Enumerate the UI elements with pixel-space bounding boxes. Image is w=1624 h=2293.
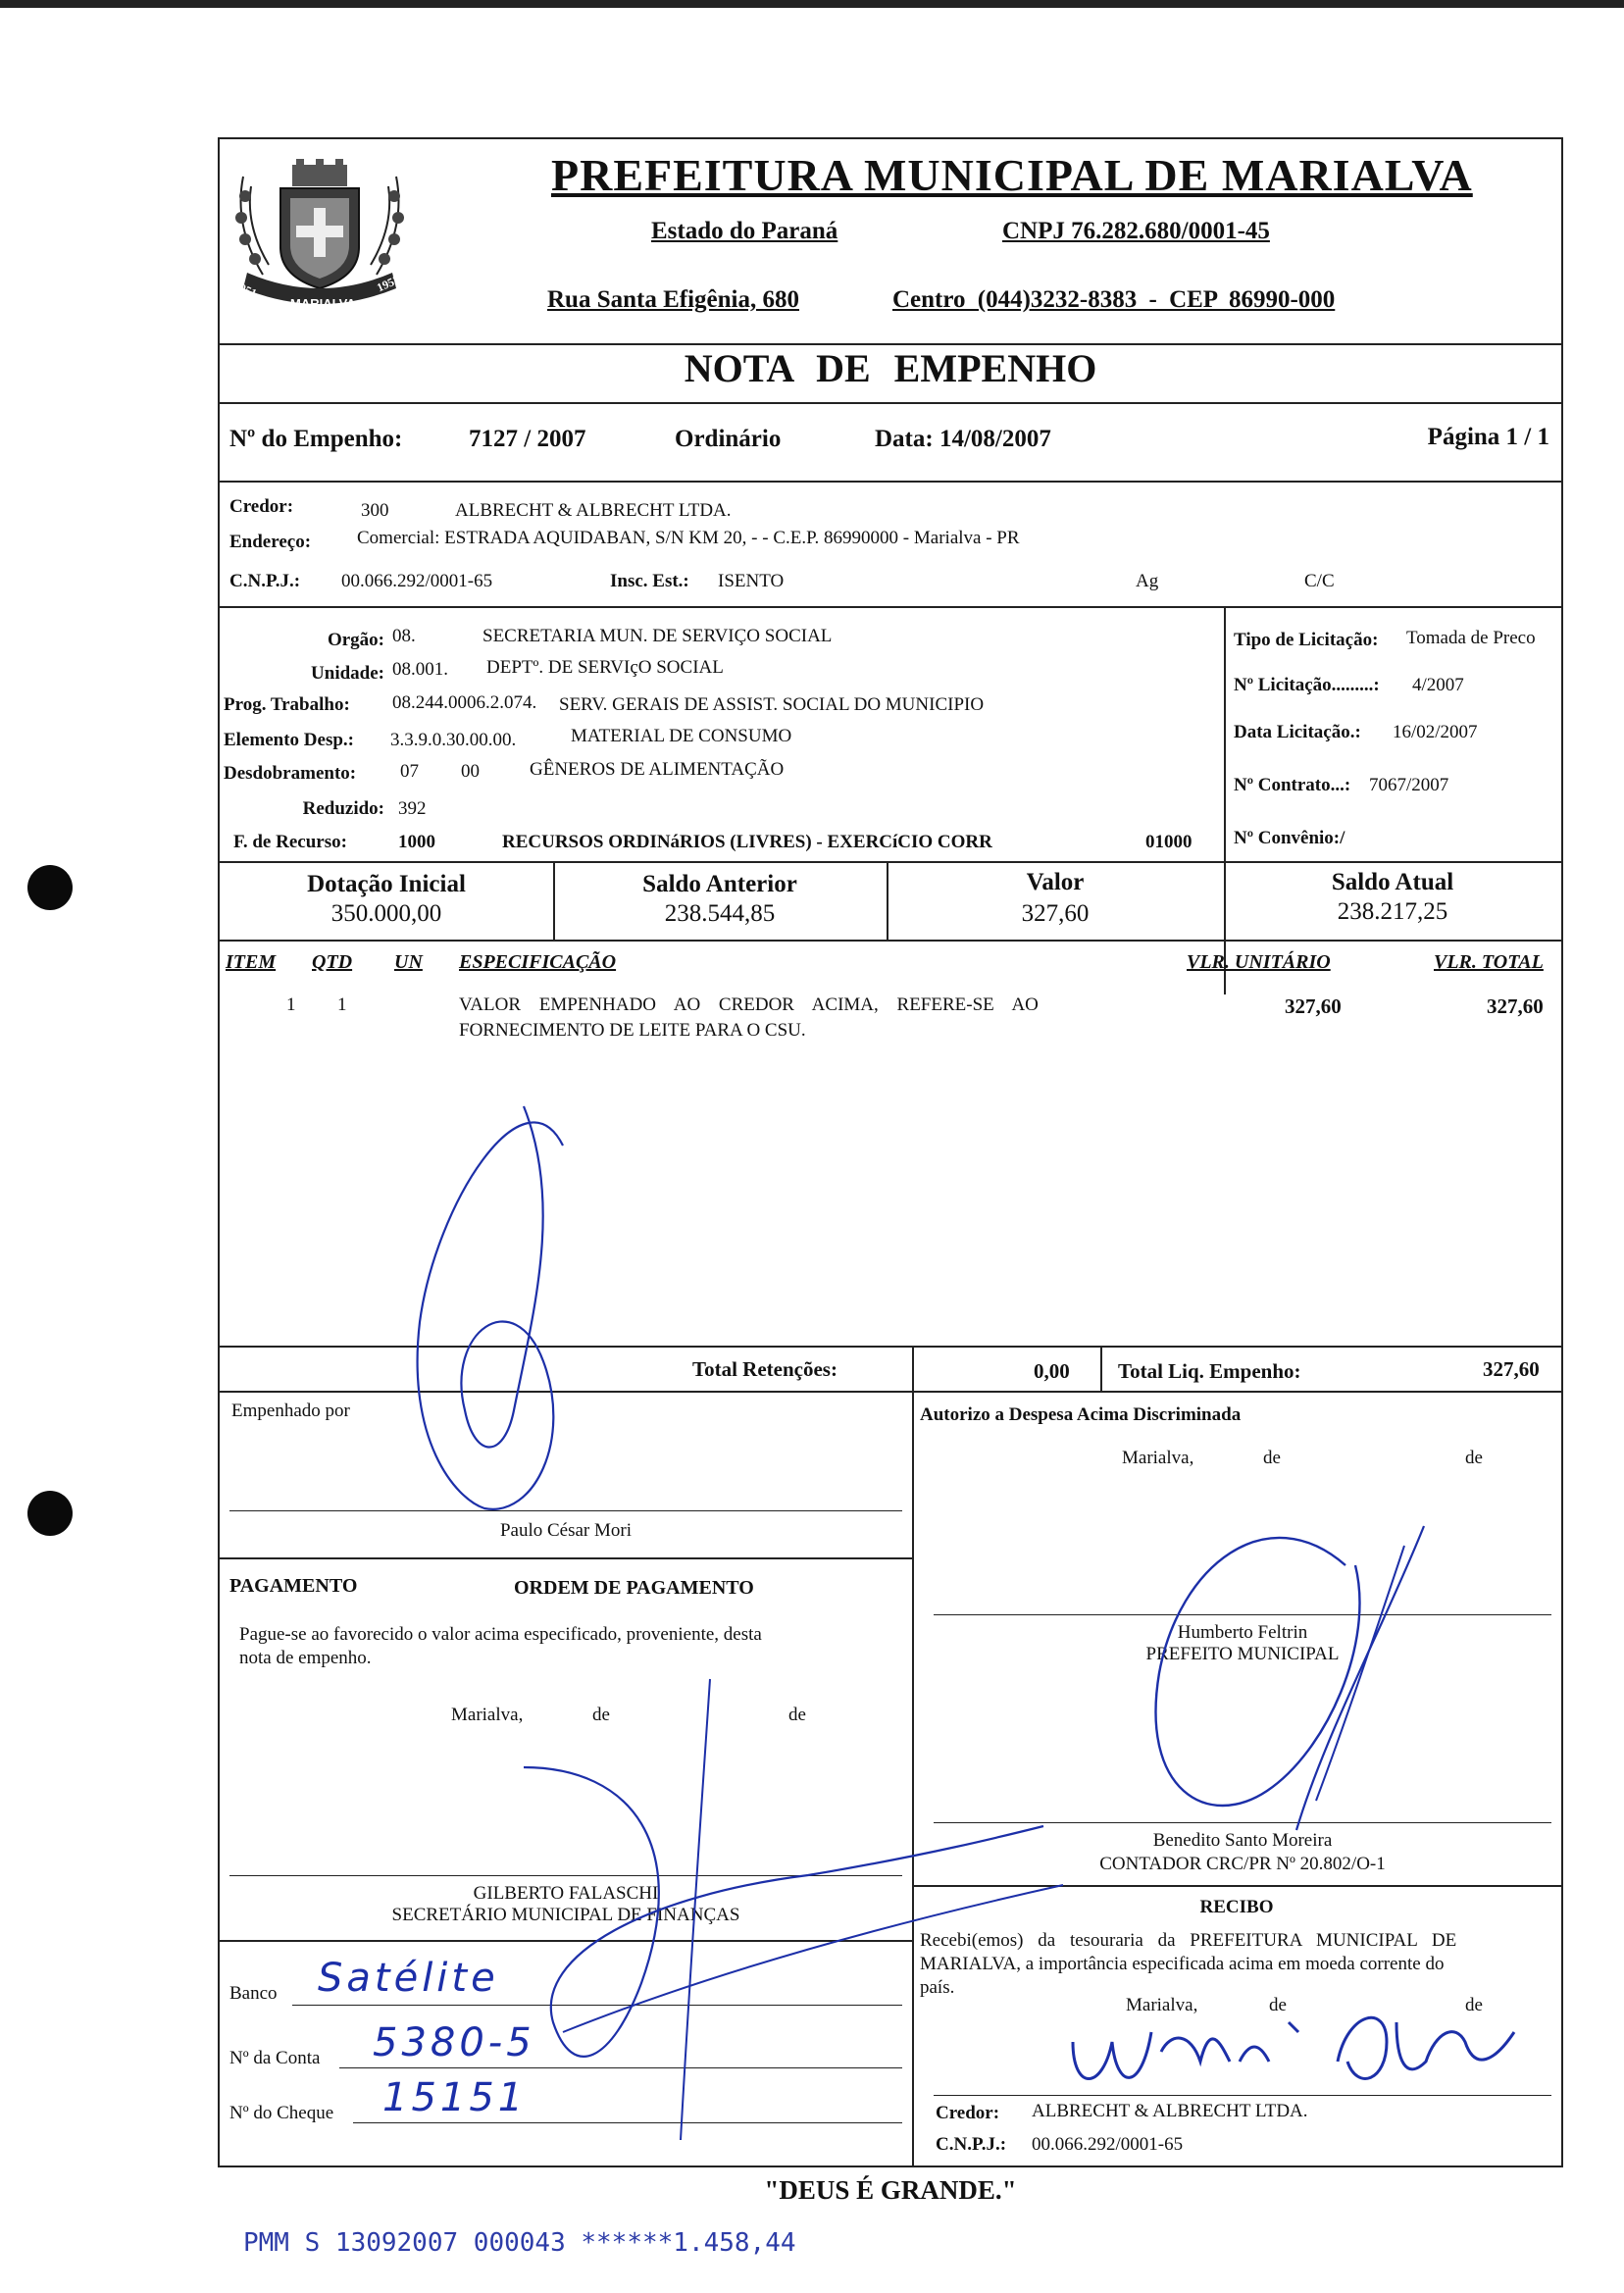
signature-credor xyxy=(1063,2003,1524,2101)
orgao-code: 08. xyxy=(392,626,416,646)
recibo-text1: Recebi(emos) da tesouraria da PREFEITURA MUNICIPAL DE xyxy=(920,1930,1457,1951)
footer-motto: "DEUS É GRANDE." xyxy=(764,2175,1017,2205)
crest-label: MARIALVA xyxy=(290,296,356,311)
pagamento-de1: de xyxy=(592,1705,610,1725)
autorizo-de2: de xyxy=(1465,1448,1483,1468)
prog-label: Prog. Trabalho: xyxy=(224,694,350,715)
unidade-code: 08.001. xyxy=(392,659,448,680)
ordem-pagamento-label: ORDEM DE PAGAMENTO xyxy=(514,1577,754,1599)
desdobramento-a: 07 xyxy=(400,761,419,782)
autorizo-de1: de xyxy=(1263,1448,1281,1468)
reduzido-value: 392 xyxy=(398,798,427,819)
address-label: Endereço: xyxy=(229,532,312,552)
recibo-text2: MARIALVA, a importância especificada acima em moeda corrente do xyxy=(920,1954,1445,1974)
empenho-date: Data: 14/08/2007 xyxy=(875,426,1051,452)
secretario-name: GILBERTO FALASCHI xyxy=(473,1883,659,1904)
conta-value: 5380-5 xyxy=(373,2020,535,2065)
orgao-label: Orgão: xyxy=(327,630,384,650)
credor-cnpj: 00.066.292/0001-65 xyxy=(341,571,493,591)
desdobramento-label: Desdobramento: xyxy=(224,763,357,784)
recibo-label: RECIBO xyxy=(1199,1897,1274,1917)
item-vlr-unitario: 327,60 xyxy=(1285,994,1342,1018)
total-liq-label: Total Liq. Empenho: xyxy=(1118,1359,1301,1383)
convenio-label: Nº Convênio:/ xyxy=(1234,828,1345,848)
empenhado-por-label: Empenhado por xyxy=(231,1401,350,1421)
valor-value: 327,60 xyxy=(1021,900,1090,927)
valor-label: Valor xyxy=(1026,869,1085,895)
item-espec-line1: VALOR EMPENHADO AO CREDOR ACIMA, REFERE-SE AO xyxy=(459,994,1039,1015)
saldo-atual-value: 238.217,25 xyxy=(1337,898,1448,925)
reduzido-label: Reduzido: xyxy=(302,798,384,819)
punch-hole-bottom xyxy=(27,1491,73,1536)
item-vlr-total: 327,60 xyxy=(1487,994,1544,1018)
elemento-name: MATERIAL DE CONSUMO xyxy=(571,726,792,746)
banco-label: Banco xyxy=(229,1983,278,2004)
ag-label: Ag xyxy=(1136,571,1159,591)
col-un: UN xyxy=(394,951,423,973)
col-item: ITEM xyxy=(226,951,277,973)
secretario-role: SECRETÁRIO MUNICIPAL DE FINANÇAS xyxy=(391,1905,740,1925)
orgao-name: SECRETARIA MUN. DE SERVIÇO SOCIAL xyxy=(482,626,833,646)
num-licitacao-label: Nº Licitação.........: xyxy=(1234,675,1380,695)
recibo-de2: de xyxy=(1465,1995,1483,2015)
data-licitacao-label: Data Licitação.: xyxy=(1234,722,1361,742)
insc-label: Insc. Est.: xyxy=(610,571,689,591)
prefeito-name: Humberto Feltrin xyxy=(1177,1622,1308,1643)
elemento-code: 3.3.9.0.30.00.00. xyxy=(390,730,517,750)
recurso-name: RECURSOS ORDINáRIOS (LIVRES) - EXERCíCIO CORR xyxy=(502,832,992,852)
total-liq-value: 327,60 xyxy=(1483,1357,1540,1381)
prog-code: 08.244.0006.2.074. xyxy=(392,692,537,713)
contact-header: Centro (044)3232-8383 - CEP 86990-000 xyxy=(892,286,1336,313)
credor-name: ALBRECHT & ALBRECHT LTDA. xyxy=(455,500,732,521)
cc-label: C/C xyxy=(1304,571,1335,591)
conta-label: Nº da Conta xyxy=(229,2048,321,2068)
cnpj-header: CNPJ 76.282.680/0001-45 xyxy=(1002,218,1270,244)
empenho-type: Ordinário xyxy=(675,426,782,452)
col-especificacao: ESPECIFICAÇÃO xyxy=(459,951,617,973)
document-title: NOTA DE EMPENHO xyxy=(684,346,1097,390)
nota-de-empenho-form xyxy=(218,137,1563,2167)
cheque-value: 15151 xyxy=(382,2075,528,2120)
cheque-label: Nº do Cheque xyxy=(229,2103,334,2123)
saldo-atual-label: Saldo Atual xyxy=(1331,869,1454,895)
dotacao-inicial-value: 350.000,00 xyxy=(330,900,442,927)
credor-code: 300 xyxy=(361,500,389,521)
recibo-place: Marialva, xyxy=(1126,1995,1198,2015)
total-retencoes-value: 0,00 xyxy=(1034,1359,1070,1383)
recurso-number: 01000 xyxy=(1145,832,1193,852)
contador-name: Benedito Santo Moreira xyxy=(1152,1830,1333,1851)
pagamento-de2: de xyxy=(788,1705,806,1725)
contador-role: CONTADOR CRC/PR Nº 20.802/O-1 xyxy=(1099,1854,1386,1874)
pagamento-place: Marialva, xyxy=(451,1705,524,1725)
recibo-de1: de xyxy=(1269,1995,1287,2015)
empenhado-name: Paulo César Mori xyxy=(499,1520,633,1541)
crest-year-left: 1951 xyxy=(231,278,260,301)
crest-year-right: 1952 xyxy=(374,272,402,295)
num-licitacao: 4/2007 xyxy=(1412,675,1464,695)
empenho-number-label: Nº do Empenho: xyxy=(229,426,403,452)
credor-insc: ISENTO xyxy=(718,571,785,591)
desdobramento-name: GÊNEROS DE ALIMENTAÇÃO xyxy=(530,759,785,780)
page-title: PREFEITURA MUNICIPAL DE MARIALVA xyxy=(551,150,1473,200)
dotacao-inicial-label: Dotação Inicial xyxy=(307,871,466,897)
state-name: Estado do Paraná xyxy=(651,218,838,244)
item-espec-line2: FORNECIMENTO DE LEITE PARA O CSU. xyxy=(459,1020,806,1041)
credor-label: Credor: xyxy=(229,496,294,517)
saldo-anterior-value: 238.544,85 xyxy=(664,900,776,927)
punch-hole-top xyxy=(27,865,73,910)
pagamento-text2: nota de empenho. xyxy=(239,1648,372,1668)
tipo-licitacao: Tomada de Preco xyxy=(1406,628,1536,648)
prefeito-role: PREFEITO MUNICIPAL xyxy=(1145,1644,1340,1664)
prog-name: SERV. GERAIS DE ASSIST. SOCIAL DO MUNICIPIO xyxy=(559,694,985,715)
unidade-name: DEPTº. DE SERVIçO SOCIAL xyxy=(486,657,724,678)
recibo-credor-label: Credor: xyxy=(936,2103,1000,2123)
recibo-cnpj-label: C.N.P.J.: xyxy=(936,2134,1007,2155)
elemento-label: Elemento Desp.: xyxy=(224,730,354,750)
saldo-anterior-label: Saldo Anterior xyxy=(642,871,797,897)
autorizo-label: Autorizo a Despesa Acima Discriminada xyxy=(920,1404,1242,1425)
signature-empenhado xyxy=(367,1087,602,1524)
col-qtd: QTD xyxy=(312,951,353,973)
recibo-credor: ALBRECHT & ALBRECHT LTDA. xyxy=(1032,2101,1308,2121)
recurso-label: F. de Recurso: xyxy=(233,832,347,852)
cnpj-label: C.N.P.J.: xyxy=(229,571,301,591)
recibo-text3: país. xyxy=(920,1977,955,1998)
col-vlr-unitario: VLR. UNITÁRIO xyxy=(1187,951,1331,973)
total-retencoes-label: Total Retenções: xyxy=(692,1357,837,1381)
autorizo-place: Marialva, xyxy=(1122,1448,1194,1468)
item-qtd: 1 xyxy=(337,994,347,1015)
pagamento-text1: Pague-se ao favorecido o valor acima especificado, proveniente, desta xyxy=(239,1624,762,1645)
footer-stamp: PMM S 13092007 000043 ******1.458,44 xyxy=(243,2228,796,2258)
signature-secretario xyxy=(514,1728,1063,2140)
banco-value: Satélite xyxy=(318,1956,499,2001)
signature-prefeito xyxy=(1120,1506,1444,1830)
contrato-value: 7067/2007 xyxy=(1369,775,1449,795)
desdobramento-b: 00 xyxy=(461,761,480,782)
item-number: 1 xyxy=(286,994,296,1015)
page-number: Página 1 / 1 xyxy=(1427,424,1549,450)
tipo-licitacao-label: Tipo de Licitação: xyxy=(1234,630,1379,650)
recibo-cnpj: 00.066.292/0001-65 xyxy=(1032,2134,1184,2155)
recurso-code: 1000 xyxy=(398,832,435,852)
unidade-label: Unidade: xyxy=(311,663,384,684)
scan-edge xyxy=(0,0,1624,8)
data-licitacao: 16/02/2007 xyxy=(1393,722,1478,742)
col-vlr-total: VLR. TOTAL xyxy=(1434,951,1544,973)
address-header: Rua Santa Efigênia, 680 xyxy=(547,286,799,313)
empenho-number: 7127 / 2007 xyxy=(469,426,586,452)
contrato-label: Nº Contrato...: xyxy=(1234,775,1351,795)
pagamento-label: PAGAMENTO xyxy=(229,1575,358,1597)
credor-address: Comercial: ESTRADA AQUIDABAN, S/N KM 20, - - C.E.P. 86990000 - Marialva - PR xyxy=(357,528,1020,548)
